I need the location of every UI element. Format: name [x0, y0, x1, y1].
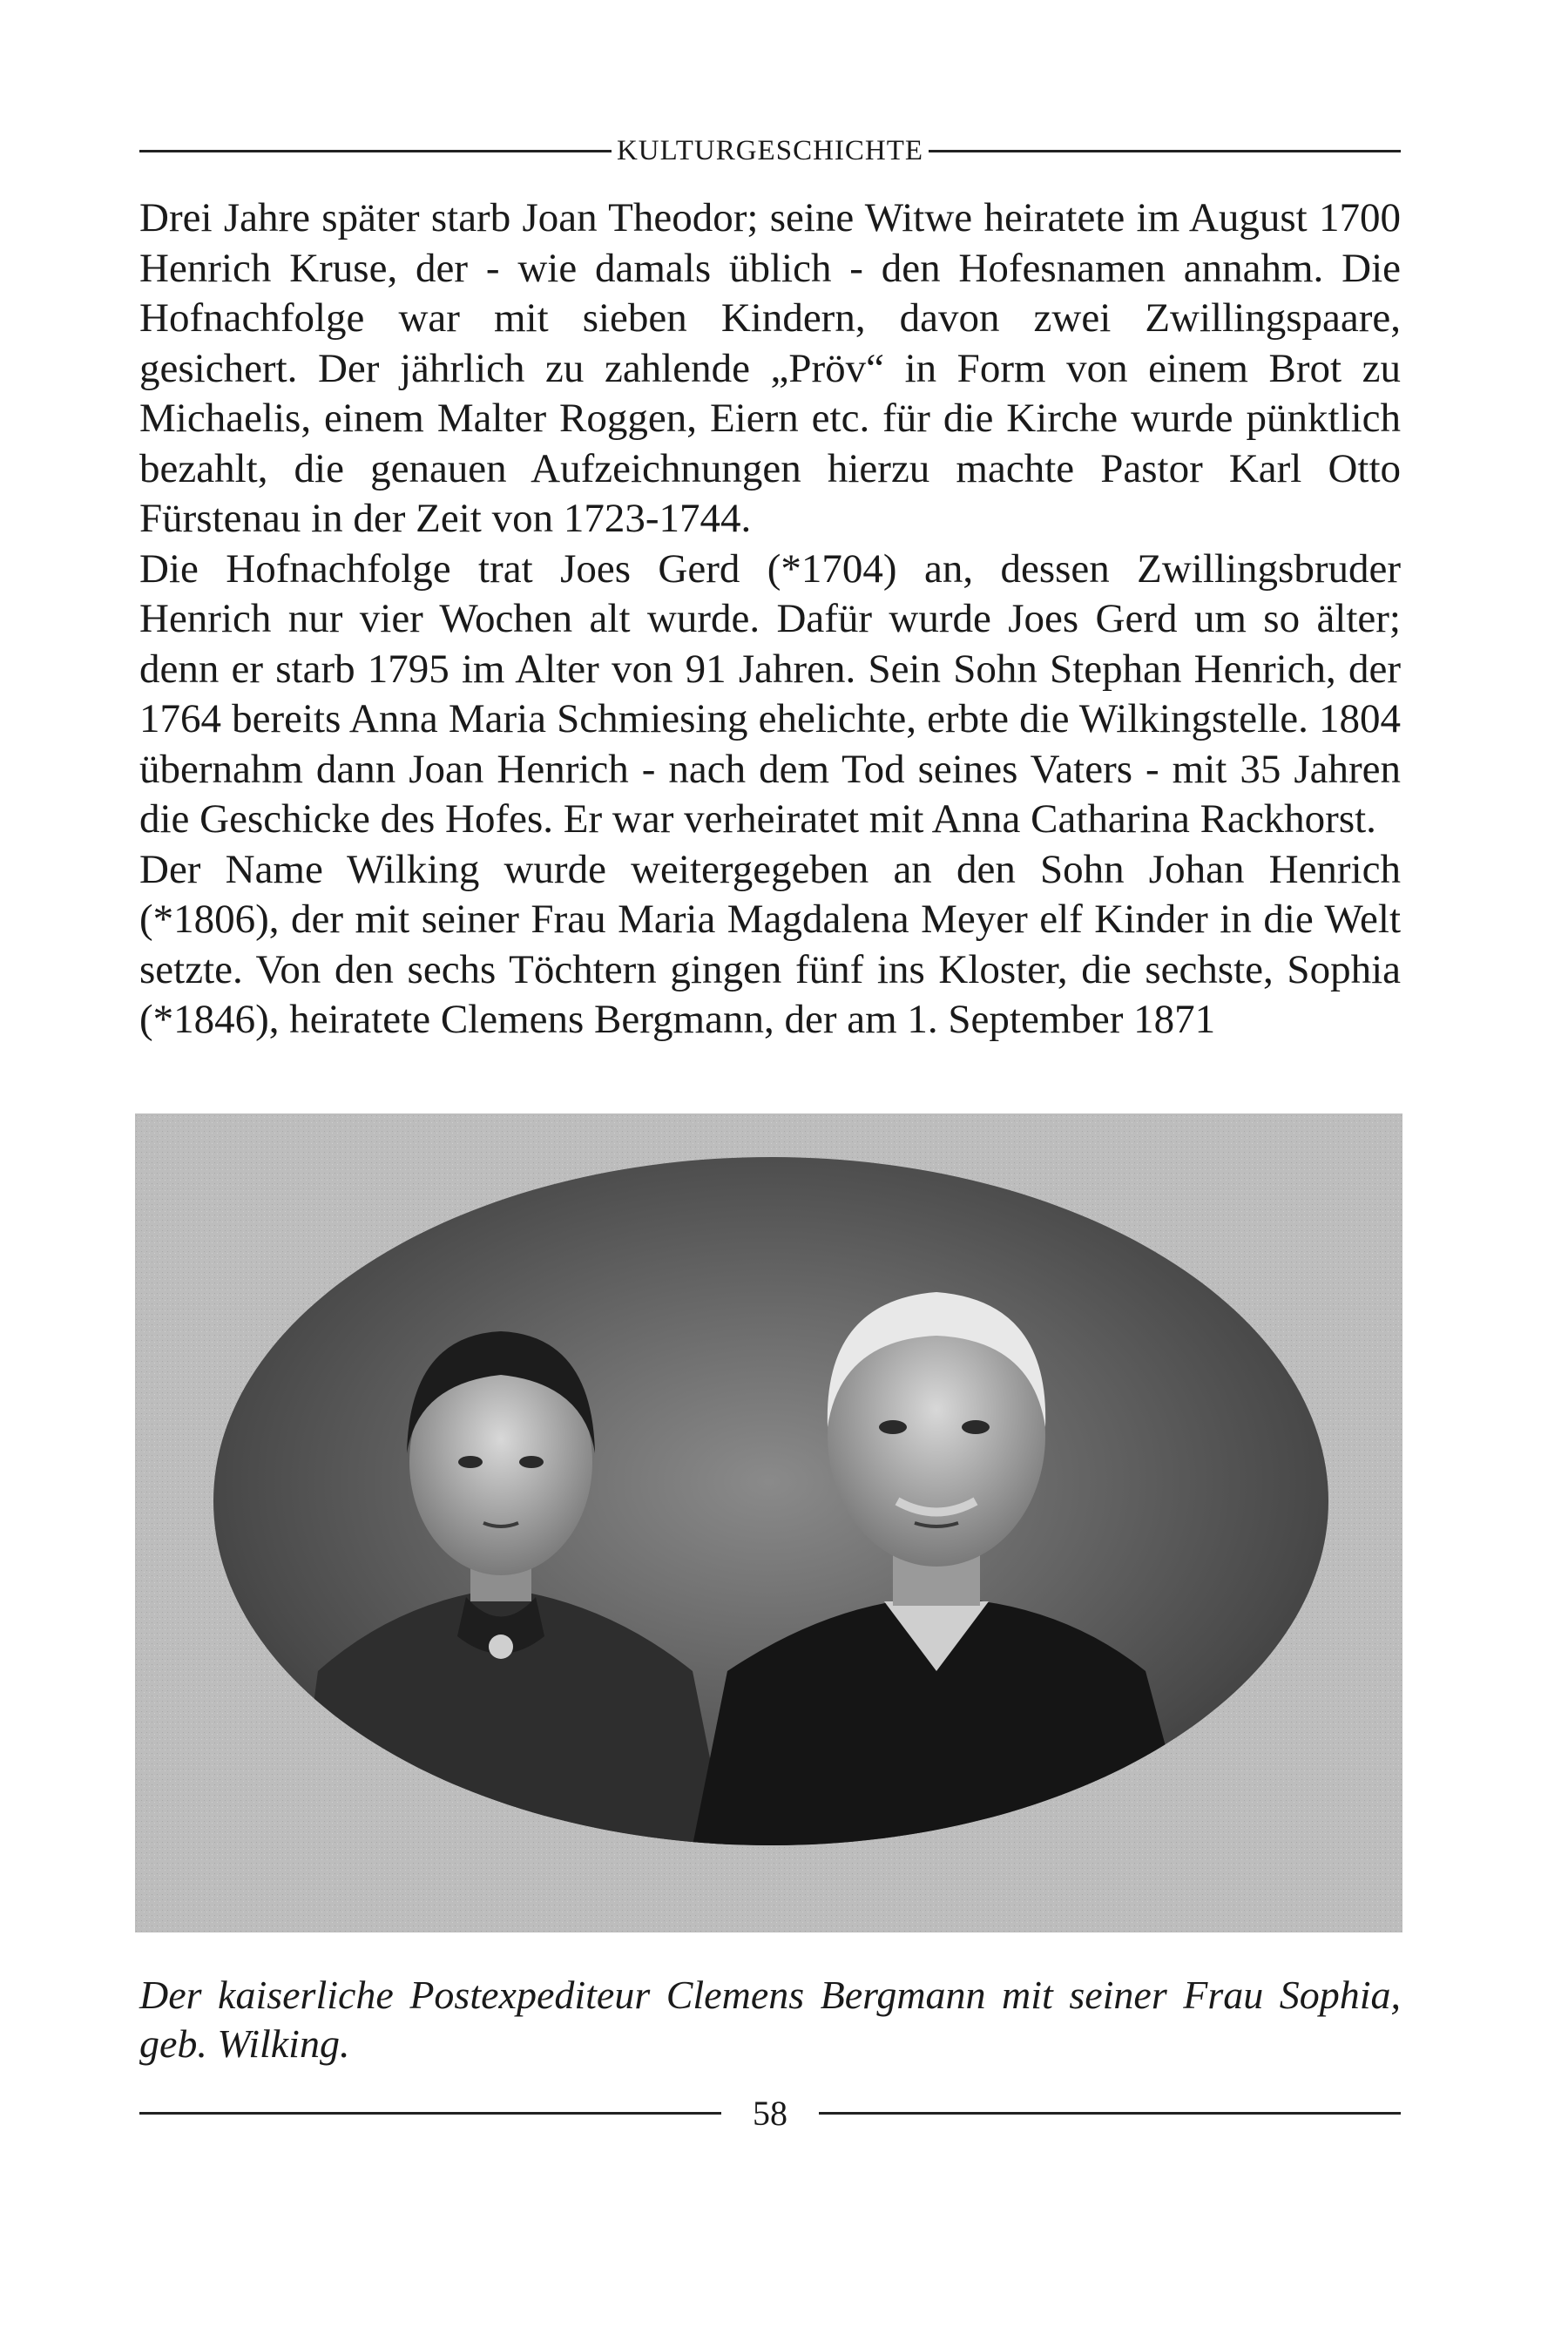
page-footer — [139, 2091, 1401, 2135]
header-rule-right — [929, 150, 1401, 152]
footer-rule-left — [139, 2112, 721, 2115]
footer-rule-right — [819, 2112, 1401, 2115]
paragraph-3: Der Name Wilking wurde weitergegeben an den Sohn Johan Henrich (*1806), der mit seiner Frau Maria Magdalena Meyer elf Kinder in die Welt setzte. Von den sechs Töchtern gingen fünf ins Kloster, die sechste, Sophia (*1846), heiratete Clemens Bergmann, der am 1. September 1871 — [139, 846, 1401, 1042]
portrait-photo — [135, 1113, 1402, 1932]
running-header — [139, 129, 1401, 173]
paragraph-1: Drei Jahre später starb Joan Theodor; seine Witwe heiratete im August 1700 Henrich Kruse, der - wie damals üblich - den Hofesnamen annahm. Die Hofnachfolge war mit sieben Kindern, davon zwei Zwillingspaare, gesichert. Der jährlich zu zahlende „Pröv“ in Form von einem Brot zu Michaelis, einem Malter Roggen, Eiern etc. für die Kirche wurde pünktlich bezahlt, die genauen Aufzeichnungen hierzu machte Pastor Karl Otto Fürstenau in der Zeit von 1723-1744. — [139, 195, 1401, 541]
paragraph-2: Die Hofnachfolge trat Joes Gerd (*1704) an, dessen Zwillingsbruder Henrich nur vier Wochen alt wurde. Dafür wurde Joes Gerd um so älter; denn er starb 1795 im Alter von 91 Jahren. Sein Sohn Stephan Henrich, der 1764 bereits Anna Maria Schmiesing ehelichte, erbte die Wilkingstelle. 1804 übernahm dann Joan Henrich - nach dem Tod seines Vaters - mit 35 Jahren die Geschicke des Hofes. Er war verheiratet mit Anna Catharina Rackhorst. — [139, 545, 1401, 842]
body-text — [139, 193, 1401, 1046]
running-header-title: KULTURGESCHICHTE — [616, 134, 924, 166]
figure-caption: Der kaiserliche Postexpediteur Clemens Bergmann mit seiner Frau Sophia, geb. Wilking. — [139, 1973, 1401, 2066]
header-rule-left — [139, 150, 612, 152]
page-number: 58 — [753, 2093, 787, 2133]
portrait-illustration — [135, 1113, 1402, 1932]
